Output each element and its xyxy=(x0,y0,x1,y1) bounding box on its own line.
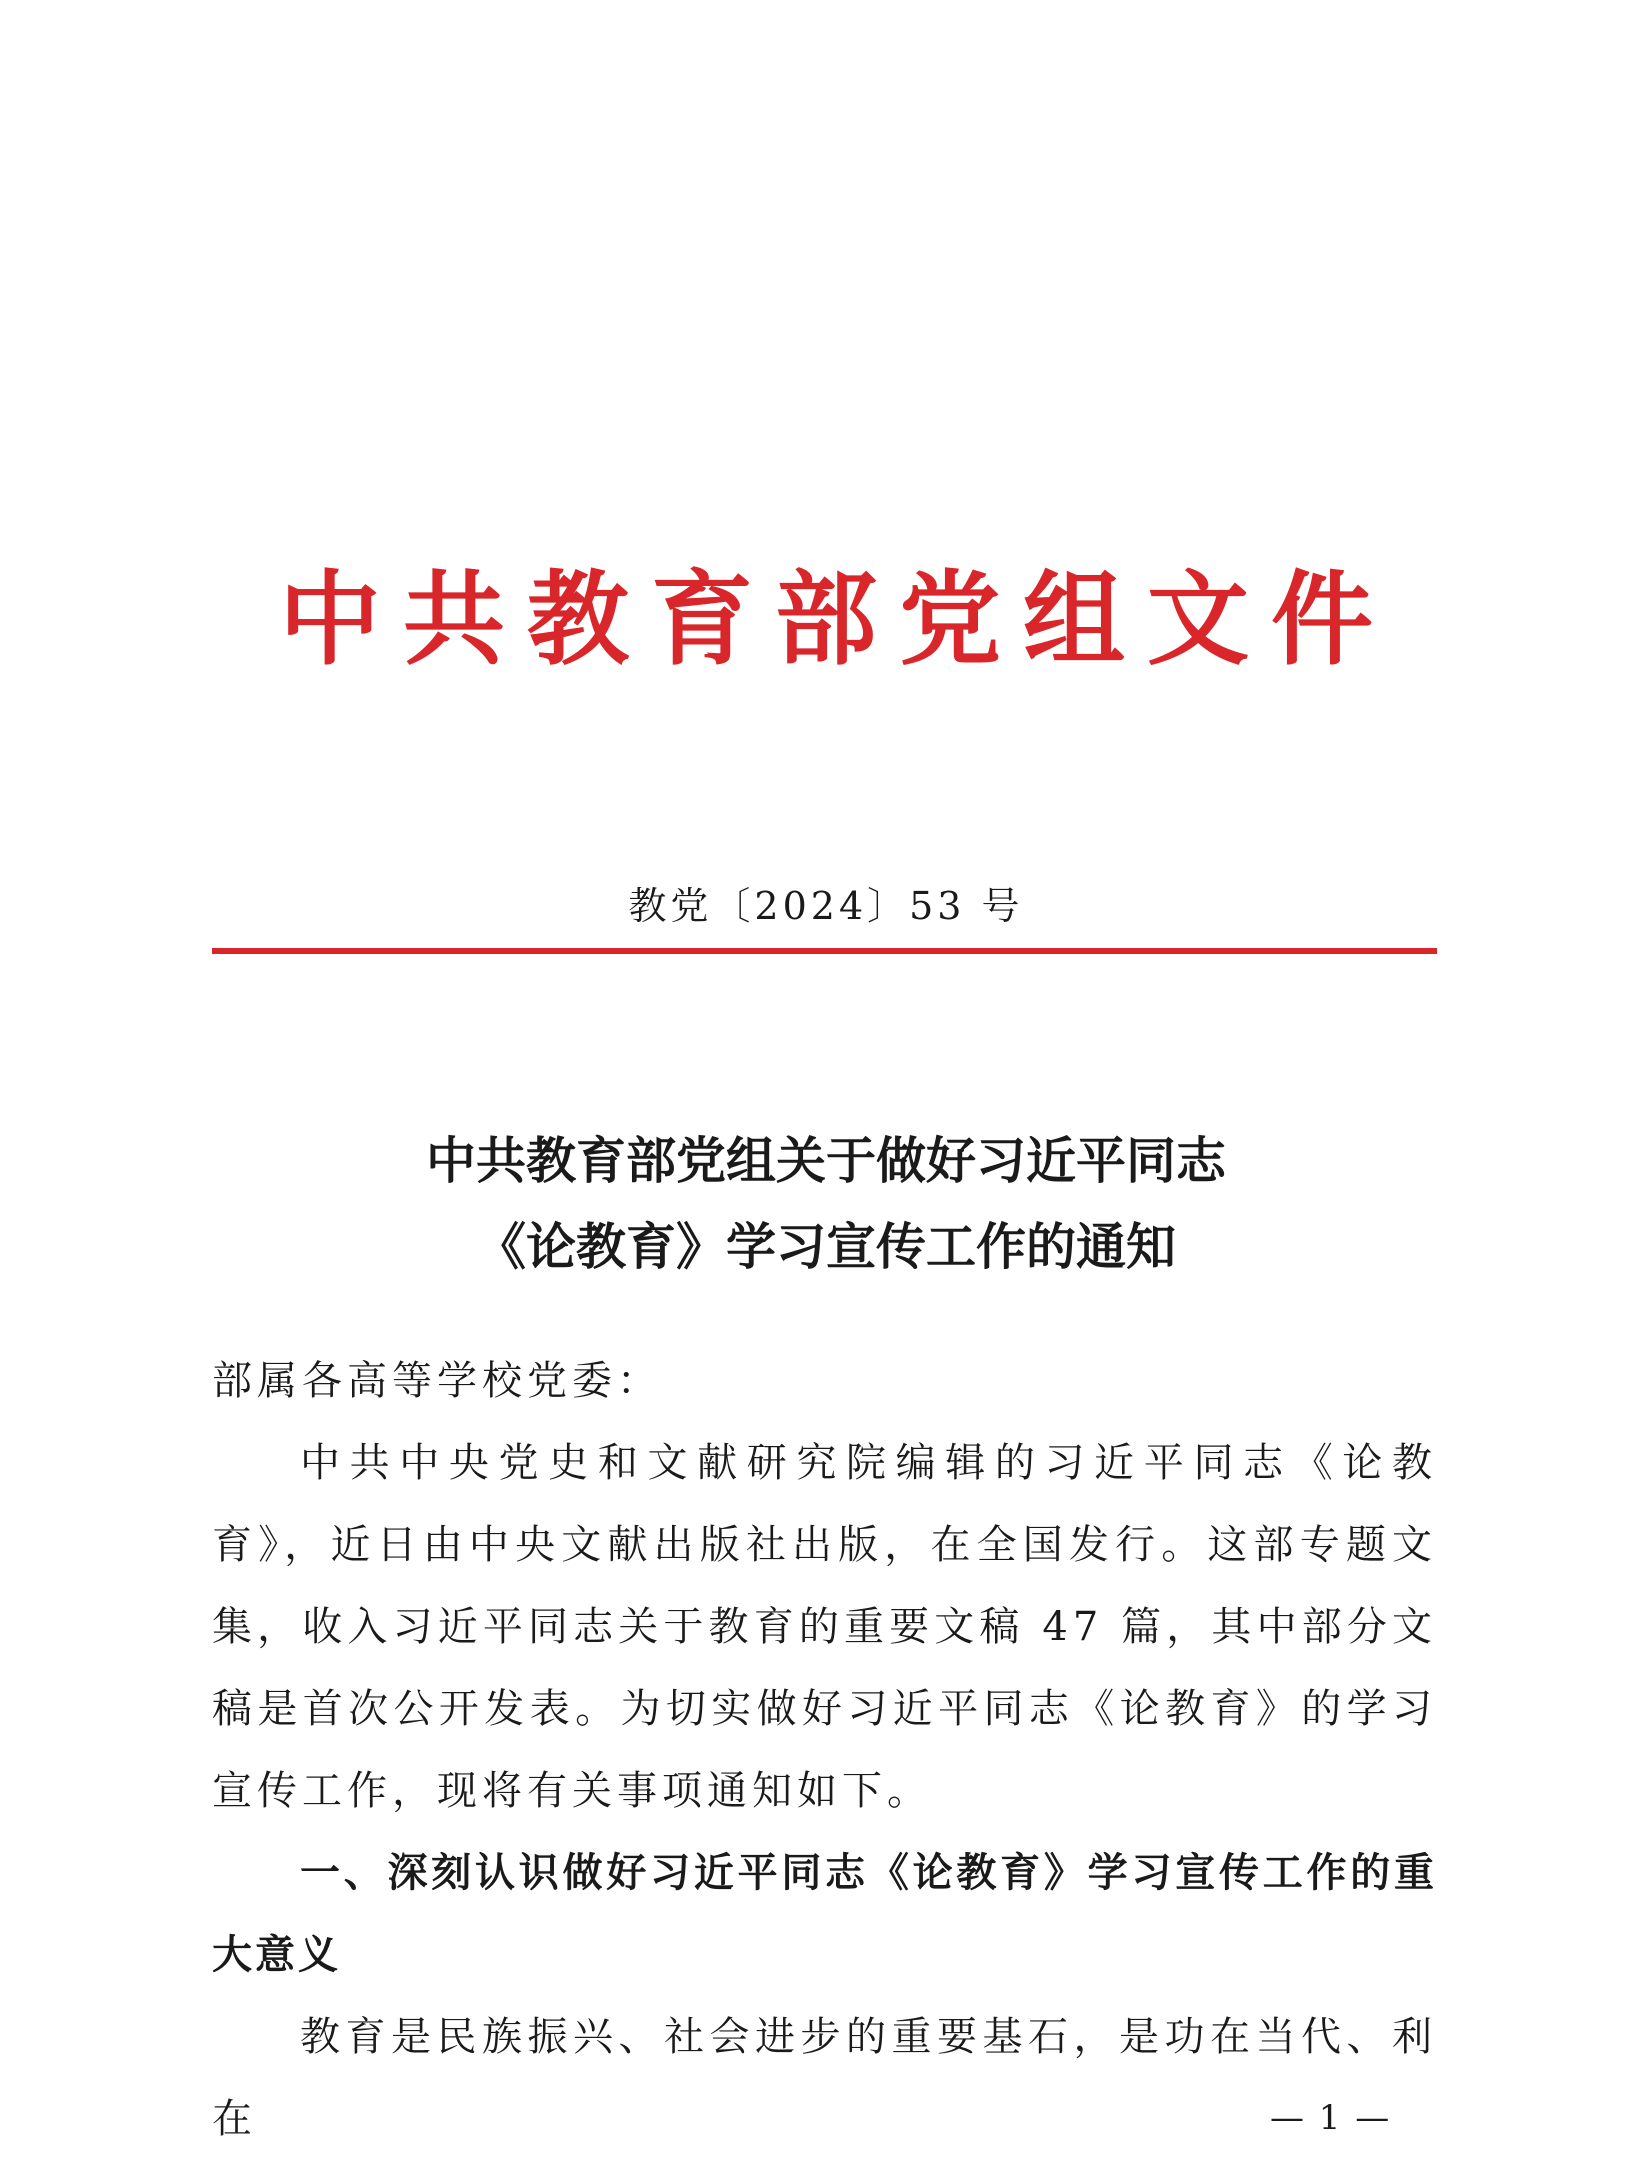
body-paragraph: 中共中央党史和文献研究院编辑的习近平同志《论教育》，近日由中央文献出版社出版，在全国发行。这部专题文集，收入习近平同志关于教育的重要文稿 47 篇，其中部分文稿是首次公开发表。为切实做好习近平同志《论教育》的学习宣传工作，现将有关事项通知如下。 xyxy=(212,1440,1437,1814)
document-masthead: 中共教育部党组文件 xyxy=(279,560,1395,680)
notice-title-line-2: 《论教育》学习宣传工作的通知 xyxy=(476,1218,1176,1276)
notice-title-line-1: 中共教育部党组关于做好习近平同志 xyxy=(426,1132,1226,1190)
page-number: — 1 — xyxy=(1270,2098,1392,2138)
notice-title xyxy=(0,1118,1652,1290)
document-number: 教党〔2024〕53 号 xyxy=(628,884,1024,928)
salutation: 部属各高等学校党委： xyxy=(212,1358,662,1404)
red-divider-line xyxy=(212,948,1437,954)
notice-body xyxy=(212,1340,1437,2160)
body-paragraph: 教育是民族振兴、社会进步的重要基石，是功在当代、利在 xyxy=(212,2014,1437,2142)
section-heading: 一、深刻认识做好习近平同志《论教育》学习宣传工作的重大意义 xyxy=(212,1850,1437,1978)
